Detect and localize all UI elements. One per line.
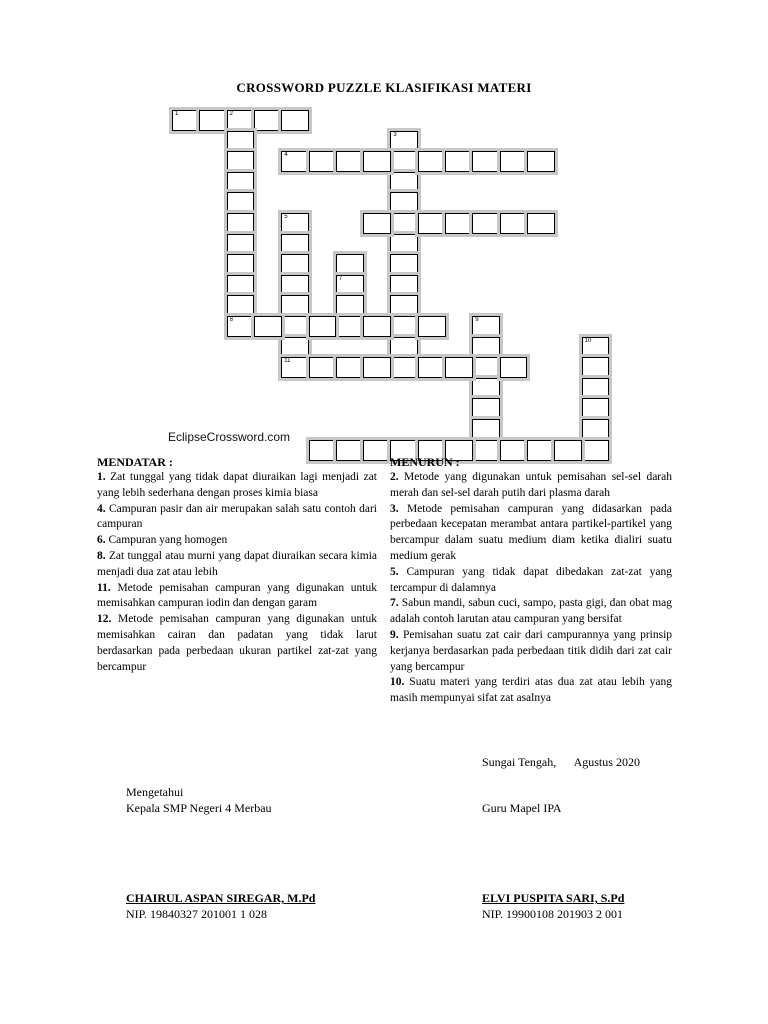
clue-text: Pemisahan suatu zat cair dari campurannya yang prinsip kerjanya berdasarkan pada perbedaan titik didih dari zat cair yang bercampur (390, 628, 673, 673)
crossword-cell (281, 234, 309, 255)
clue-number-label: 1 (175, 111, 179, 117)
crossword-cell (472, 378, 500, 399)
crossword-cell (254, 110, 282, 131)
crossword-cell (281, 275, 309, 296)
crossword-cell (363, 151, 391, 172)
crossword-cell (172, 110, 200, 131)
clue-text: Campuran yang homogen (108, 534, 228, 547)
crossword-cell (281, 357, 309, 378)
menurun-heading: MENURUN : (390, 455, 460, 469)
crossword-cell (227, 172, 255, 193)
crossword-cell (336, 275, 364, 296)
crossword-cell (336, 316, 364, 337)
clue-text: Suatu materi yang terdiri atas dua zat atau lebih yang masih mempunyai sifat zat asalnya (390, 676, 672, 705)
crossword-cell (418, 357, 446, 378)
eclipsecrossword-watermark: EclipseCrossword.com (168, 430, 291, 444)
clue-item (97, 549, 377, 581)
clue-number: 10. (390, 676, 405, 689)
crossword-cell (472, 316, 500, 337)
clue-number: 2. (390, 471, 399, 483)
clue-number: 8. (97, 549, 106, 562)
crossword-cell (390, 192, 418, 213)
crossword-cell (390, 316, 418, 337)
clue-text: Metode yang digunakan untuk pemisahan sel-sel darah merah dan sel-sel darah putih dari plasma darah (390, 471, 672, 499)
clue-number-label: 11 (284, 358, 291, 365)
crossword-cell (582, 378, 610, 399)
crossword-cell (390, 275, 418, 296)
crossword-cell (227, 131, 255, 152)
crossword-cell (199, 110, 227, 131)
crossword-cell (254, 316, 282, 337)
crossword-cell (363, 357, 391, 378)
principal-nip: NIP. 19840327 201001 1 028 (126, 907, 268, 921)
crossword-cell (445, 151, 473, 172)
crossword-cell (309, 151, 337, 172)
clue-number: 1. (97, 471, 106, 483)
clue-number-label: 2 (229, 111, 233, 117)
clue-number: 7. (390, 597, 399, 610)
crossword-cell (500, 357, 528, 378)
clue-number-label: 9 (475, 317, 479, 323)
crossword-cell (363, 316, 391, 337)
crossword-cell (418, 151, 446, 172)
crossword-cell (500, 151, 528, 172)
clue-number-label: 10 (584, 337, 592, 344)
clue-number: 6. (97, 534, 106, 547)
clue-text: Metode pemisahan campuran yang digunakan untuk memisahkan campuran iodin dan dengan garam (97, 581, 378, 610)
crossword-cell (227, 275, 255, 296)
clue-item (97, 502, 377, 534)
clue-text: Zat tunggal atau murni yang dapat diuraikan secara kimia menjadi dua zat atau lebih (97, 549, 377, 578)
clue-number-label: 3 (393, 131, 397, 138)
crossword-cell (445, 213, 473, 234)
crossword-cell (418, 213, 446, 234)
crossword-cell (390, 213, 418, 234)
crossword-cell (281, 295, 309, 316)
crossword-cell (281, 316, 309, 337)
crossword-cell (582, 419, 610, 440)
place-date: Sungai Tengah, Agustus 2020 (482, 755, 640, 769)
clue-number: 12. (97, 613, 112, 626)
clue-text: Metode pemisahan campuran yang digunakan untuk memisahkan cairan dan padatan yang tidak larut berdasarkan pada perbedaan ukuran partikel zat-zat yang bercampur (97, 613, 377, 673)
crossword-cell (336, 254, 364, 275)
crossword-cell (582, 337, 610, 358)
crossword-cell (227, 234, 255, 255)
crossword-cell (336, 357, 364, 378)
clue-item (390, 470, 672, 502)
crossword-cell (390, 357, 418, 378)
crossword-cell (390, 337, 418, 358)
crossword-cell (227, 213, 255, 234)
left-sign-line1: Mengetahui (126, 785, 184, 799)
clue-number-label: 5 (284, 214, 288, 220)
crossword-cell (336, 295, 364, 316)
crossword-cell (500, 213, 528, 234)
clue-text: Sabun mandi, sabun cuci, sampo, pasta gigi, dan obat mag adalah contoh larutan atau campuran yang bersifat (390, 597, 673, 626)
crossword-cell (418, 316, 446, 337)
clues-mendatar (97, 454, 377, 675)
clue-number: 5. (390, 565, 399, 578)
crossword-cell (281, 110, 309, 131)
mendatar-heading: MENDATAR : (97, 455, 173, 469)
clue-number: 3. (390, 502, 399, 515)
clue-item (97, 533, 377, 549)
clue-number-label: 7 (338, 275, 343, 282)
crossword-cell (472, 357, 500, 378)
crossword-cell (582, 357, 610, 378)
crossword-cell (227, 110, 255, 131)
crossword-cell (227, 316, 255, 337)
crossword-cell (281, 254, 309, 275)
crossword-cell (390, 172, 418, 193)
clue-text: Zat tunggal yang tidak dapat diuraikan lagi menjadi zat yang lebih sederhana dengan proses kimia biasa (97, 471, 377, 499)
crossword-cell (390, 295, 418, 316)
crossword-cell (445, 357, 473, 378)
crossword-cell (390, 254, 418, 275)
crossword-cell (227, 151, 255, 172)
crossword-cell (281, 151, 309, 172)
crossword-cell (390, 131, 418, 152)
crossword-cell (472, 398, 500, 419)
clue-text: Campuran yang tidak dapat dibedakan zat-zat yang tercampur di dalamnya (390, 565, 673, 594)
clue-number: 4. (97, 502, 106, 515)
crossword-cell (309, 357, 337, 378)
clue-item (390, 628, 672, 675)
clue-number-label: 4 (284, 152, 288, 159)
clue-item (390, 502, 672, 565)
clue-item (97, 581, 377, 613)
crossword-cell (472, 419, 500, 440)
clue-item (390, 596, 672, 628)
teacher-nip: NIP. 19900108 201903 2 001 (482, 907, 624, 921)
crossword-grid (160, 104, 616, 442)
clue-number: 9. (390, 628, 399, 641)
left-sign-line2: Kepala SMP Negeri 4 Merbau (126, 801, 272, 815)
crossword-cell (227, 254, 255, 275)
clue-text: Campuran pasir dan air merupakan salah satu contoh dari campuran (97, 502, 377, 531)
crossword-cell (582, 398, 610, 419)
crossword-cell (227, 192, 255, 213)
clue-item (390, 675, 672, 707)
crossword-cell (363, 213, 391, 234)
crossword-cell (472, 337, 500, 358)
clue-number: 11. (97, 581, 111, 594)
crossword-cell (390, 234, 418, 255)
crossword-cell (227, 295, 255, 316)
crossword-cell (527, 213, 555, 234)
clues-menurun (390, 454, 672, 707)
crossword-cell (281, 213, 309, 234)
principal-name: CHAIRUL ASPAN SIREGAR, M.Pd (126, 891, 316, 905)
clue-text: Metode pemisahan campuran yang didasarkan pada perbedaan kecepatan merambat antara partikel-partikel yang bercampur dalam suatu medium diam ketika dialiri suatu medium gerak (390, 502, 672, 562)
crossword-cell (281, 337, 309, 358)
clue-item (97, 612, 377, 675)
crossword-cell (309, 316, 337, 337)
crossword-cell (336, 151, 364, 172)
teacher-name: ELVI PUSPITA SARI, S.Pd (482, 891, 625, 905)
page-title: CROSSWORD PUZZLE KLASIFIKASI MATERI (236, 80, 532, 95)
clue-item (390, 565, 672, 597)
right-sign-line1: Guru Mapel IPA (482, 801, 562, 815)
crossword-cell (527, 151, 555, 172)
clue-number-label: 8 (229, 317, 233, 323)
crossword-cell (472, 151, 500, 172)
crossword-cell (390, 151, 418, 172)
clue-item (97, 470, 377, 502)
crossword-cell (472, 213, 500, 234)
